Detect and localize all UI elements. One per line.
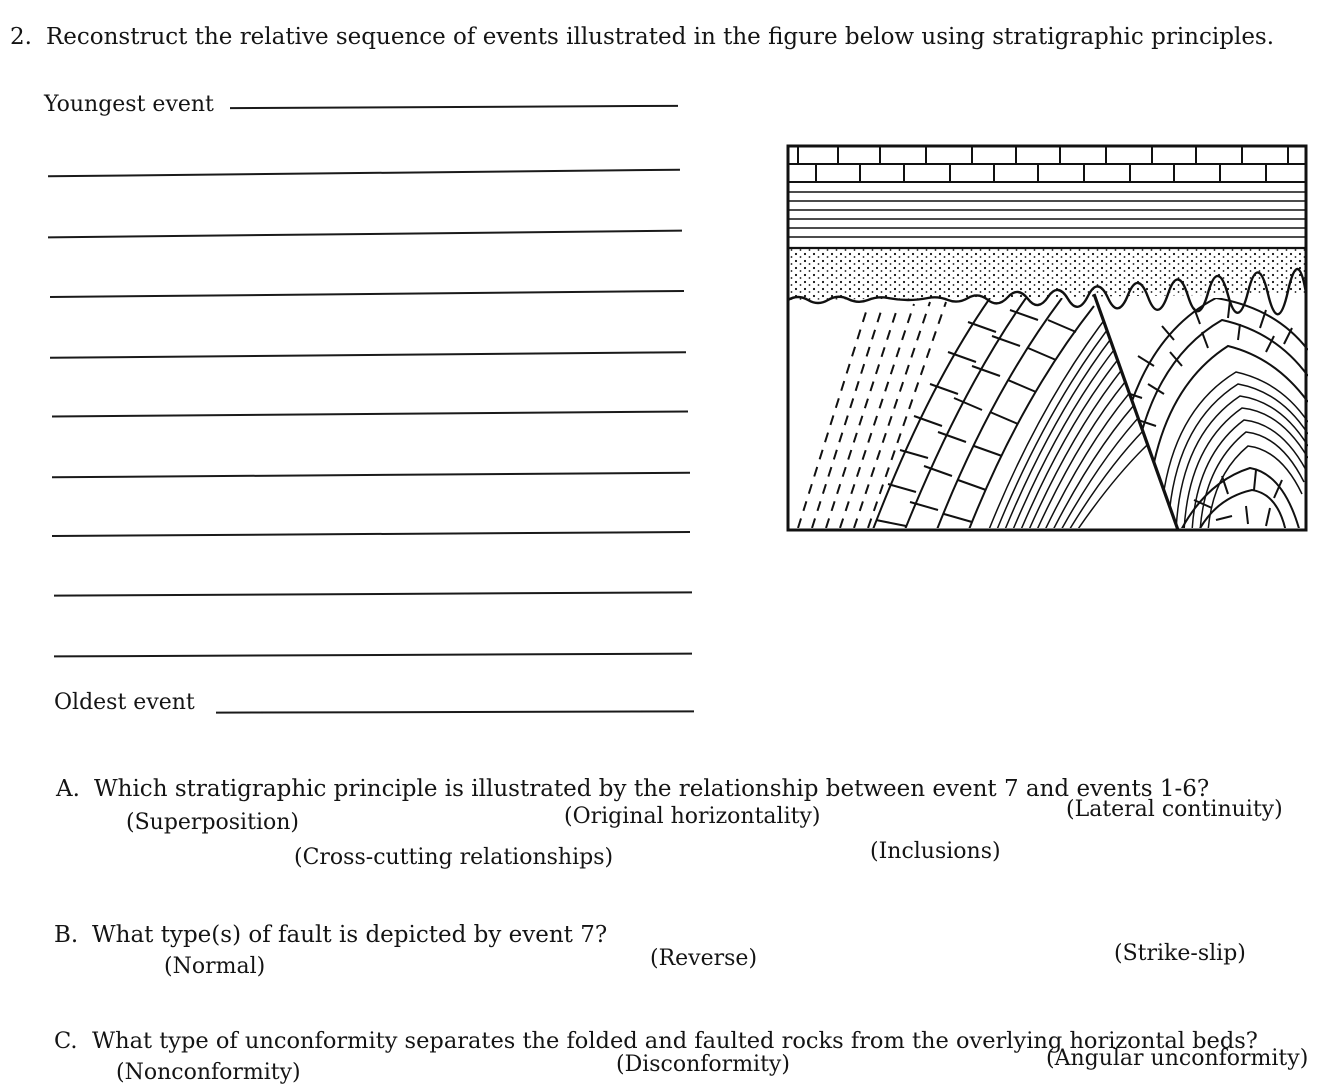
question-a-text: Which stratigraphic principle is illustrated by the relationship between event 7 and events 1-6? (94, 776, 1210, 802)
option-strike-slip[interactable]: (Strike-slip) (1114, 941, 1246, 966)
question-b-letter: B. (54, 922, 79, 948)
answer-line-3[interactable] (48, 230, 682, 239)
answer-line-7[interactable] (52, 472, 690, 478)
question-text: Reconstruct the relative sequence of events illustrated in the figure below using stratigraphic principles. (45, 24, 1275, 50)
option-lateral-continuity[interactable]: (Lateral continuity) (1066, 797, 1283, 822)
option-inclusions[interactable]: (Inclusions) (870, 839, 1001, 864)
geologic-cross-section-figure (776, 140, 1312, 536)
option-superposition[interactable]: (Superposition) (126, 810, 299, 835)
option-nonconformity[interactable]: (Nonconformity) (116, 1060, 301, 1085)
answer-line-1[interactable] (230, 105, 678, 109)
answer-line-11[interactable] (216, 710, 694, 713)
answer-line-10[interactable] (54, 653, 692, 658)
answer-line-8[interactable] (52, 531, 690, 537)
option-angular-unconformity[interactable]: (Angular unconformity) (1046, 1046, 1309, 1071)
option-normal[interactable]: (Normal) (164, 954, 266, 979)
question-a-letter: A. (56, 776, 80, 802)
youngest-event-label: Youngest event (44, 92, 214, 117)
option-reverse[interactable]: (Reverse) (650, 946, 758, 971)
question-b-text: What type(s) of fault is depicted by event 7? (92, 922, 608, 948)
question-c-letter: C. (54, 1028, 78, 1054)
question-prompt (10, 24, 1274, 50)
answer-line-6[interactable] (52, 411, 688, 418)
option-disconformity[interactable]: (Disconformity) (616, 1052, 790, 1077)
answer-line-9[interactable] (54, 591, 692, 596)
question-number: 2. (10, 24, 32, 50)
question-b (54, 922, 607, 948)
answer-line-2[interactable] (48, 169, 680, 178)
question-a (56, 776, 1209, 802)
oldest-event-label: Oldest event (54, 690, 195, 715)
option-original-horizontality[interactable]: (Original horizontality) (564, 804, 821, 829)
option-cross-cutting-relationships[interactable]: (Cross-cutting relationships) (294, 845, 614, 870)
question-c-text: What type of unconformity separates the folded and faulted rocks from the overlying horizontal beds? (92, 1028, 1258, 1054)
answer-line-4[interactable] (50, 290, 684, 298)
answer-line-5[interactable] (50, 351, 686, 359)
